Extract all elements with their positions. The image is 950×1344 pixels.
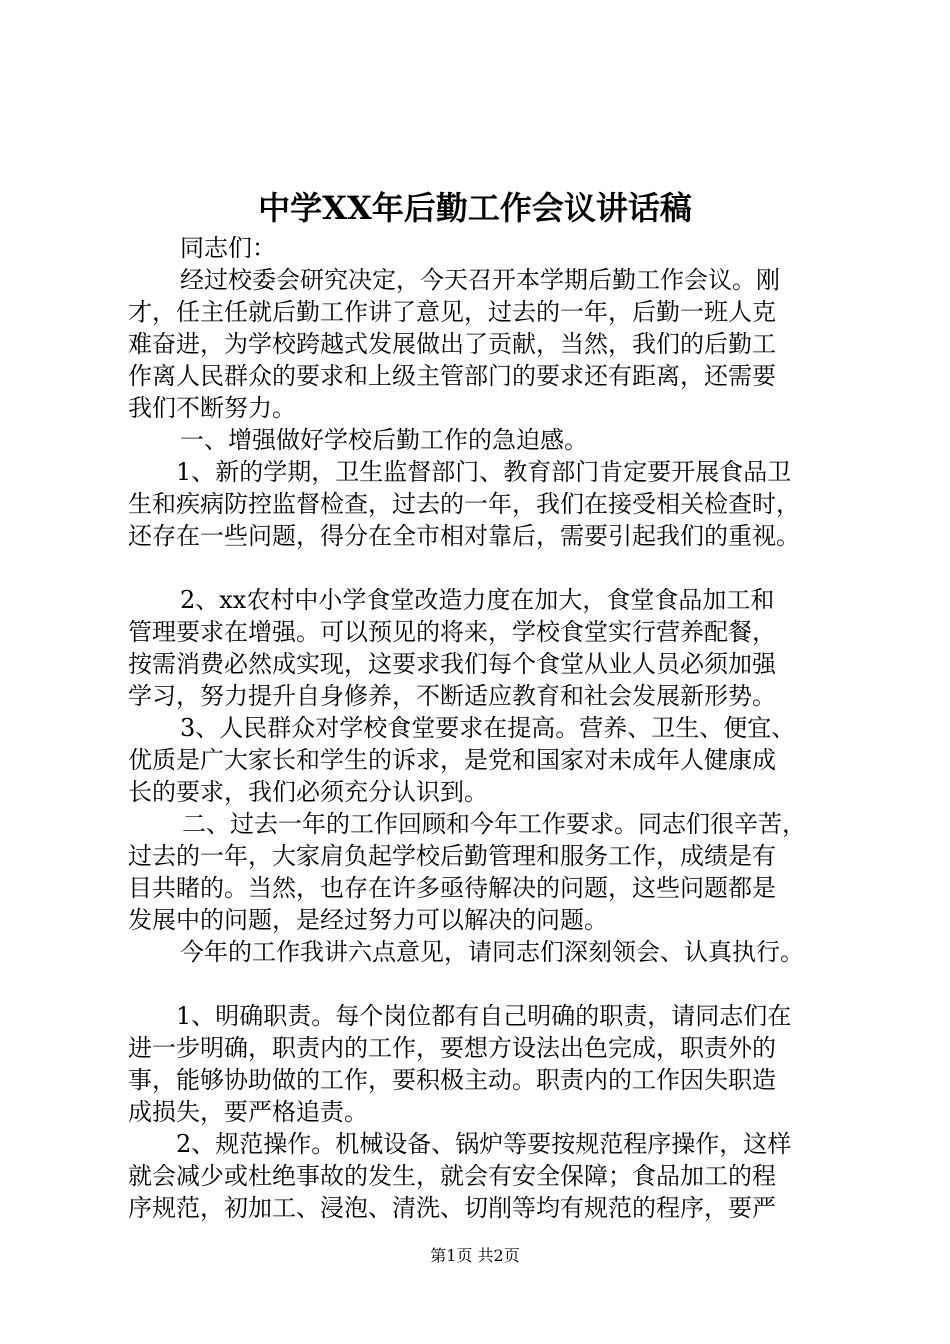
paragraph-line: 3、人民群众对学校食堂要求在提高。营养、卫生、便宜、 [180,714,796,742]
paragraph-gap [128,968,850,1000]
paragraph-line: 2、xx农村中小学食堂改造力度在加大，食堂食品加工和 [180,586,775,614]
paragraph-line: 难奋进，为学校跨越式发展做出了贡献，当然，我们的后勤工 [128,330,776,358]
paragraph-line: 还存在一些问题，得分在全市相对靠后，需要引起我们的重视。 [128,522,800,550]
paragraph-line: 我们不断努力。 [128,394,296,422]
paragraph-line: 目共睹的。当然，也存在许多亟待解决的问题，这些问题都是 [128,874,776,902]
paragraph-line: 作离人民群众的要求和上级主管部门的要求还有距离，还需要 [128,362,776,390]
paragraph-line: 过去的一年，大家肩负起学校后勤管理和服务工作，成绩是有 [128,842,776,870]
salutation: 同志们： [180,234,276,262]
paragraph-line: 长的要求，我们必须充分认识到。 [128,778,488,806]
document-body [128,232,850,1224]
paragraph-line: 经过校委会研究决定，今天召开本学期后勤工作会议。刚 [180,266,780,294]
paragraph-gap [128,552,850,584]
paragraph-line: 优质是广大家长和学生的诉求，是党和国家对未成年人健康成 [128,746,776,774]
paragraph-line: 成损失，要严格追责。 [128,1098,368,1126]
paragraph-line: 1、明确职责。每个岗位都有自己明确的职责，请同志们在 [176,1002,792,1030]
document-title: 中学XX年后勤工作会议讲话稿 [258,189,692,227]
page-number-footer: 第1页 共2页 [430,1246,520,1265]
paragraph-line: 发展中的问题，是经过努力可以解决的问题。 [128,906,608,934]
paragraph-line: 进一步明确，职责内的工作，要想方设法出色完成，职责外的 [128,1034,776,1062]
paragraph-line: 今年的工作我讲六点意见，请同志们深刻领会、认真执行。 [180,938,804,966]
paragraph-line: 事，能够协助做的工作，要积极主动。职责内的工作因失职造 [128,1066,776,1094]
section-heading: 一、增强做好学校后勤工作的急迫感。 [180,426,588,454]
paragraph-line: 才，任主任就后勤工作讲了意见，过去的一年，后勤一班人克 [128,298,776,326]
paragraph-line: 序规范，初加工、浸泡、清洗、切削等均有规范的程序，要严 [128,1194,776,1222]
paragraph-line: 1、新的学期，卫生监督部门、教育部门肯定要开展食品卫 [176,458,792,486]
section-heading: 二、过去一年的工作回顾和今年工作要求。同志们很辛苦， [182,810,806,838]
paragraph-line: 学习，努力提升自身修养，不断适应教育和社会发展新形势。 [128,682,776,710]
paragraph-line: 按需消费必然成实现，这要求我们每个食堂从业人员必须加强 [128,650,776,678]
paragraph-line: 就会减少或杜绝事故的发生，就会有安全保障；食品加工的程 [128,1162,776,1190]
paragraph-line: 2、规范操作。机械设备、锅炉等要按规范程序操作，这样 [176,1130,792,1158]
paragraph-line: 生和疾病防控监督检查，过去的一年，我们在接受相关检查时， [128,490,800,518]
paragraph-line: 管理要求在增强。可以预见的将来，学校食堂实行营养配餐， [128,618,776,646]
